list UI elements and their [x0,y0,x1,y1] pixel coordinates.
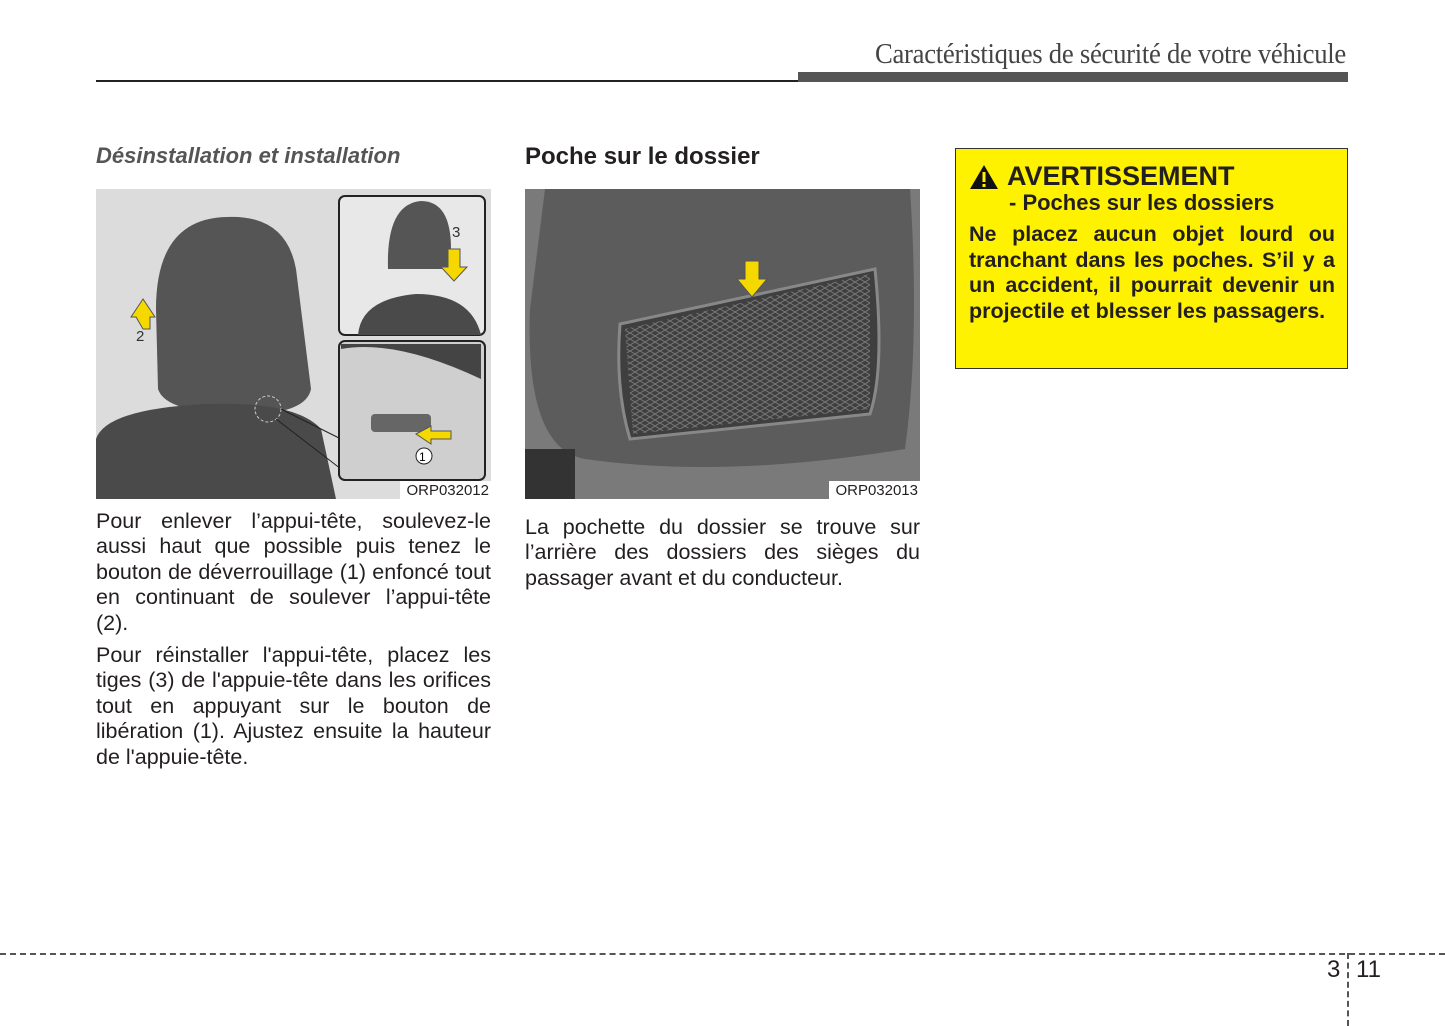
label-2: 2 [136,328,145,345]
section-number: 3 [1327,956,1341,983]
figure-code: ORP032012 [400,481,491,499]
headrest-illustration [96,189,491,499]
figure-code: ORP032013 [829,481,920,499]
seatback-pocket-illustration [525,189,920,499]
paragraph: Pour enlever l’appui-tête, soulevez-le aussi haut que possible puis tenez le bouton de déverrouillage (1) enfoncé tout en continuant de soulever l’appui-tête (2). [96,509,491,635]
paragraph: Pour réinstaller l'appui-tête, placez les tiges (3) de l'appuie-tête dans les orifices tout en appuyant sur le bouton de libération (1). Ajustez ensuite la hauteur de l'appuie-tête. [96,643,491,769]
seatback-pocket-figure [525,189,920,499]
paragraph: La pochette du dossier se trouve sur l’arrière des dossiers des sièges du passager avant et du conducteur. [525,515,920,590]
label-3: 3 [452,224,461,241]
section-title: Poche sur le dossier [525,143,760,170]
header-bar [798,72,1348,82]
header-rule [96,80,798,82]
warning-body: Ne placez aucun objet lourd ou tranchant dans les poches. S’il y a un accident, il pourrait devenir un projectile et blesser les passagers. [969,222,1335,323]
warning-subtitle: - Poches sur les dossiers [1009,190,1275,215]
footer-divider [1347,953,1349,1026]
section-subtitle: Désinstallation et installation [96,143,401,168]
label-1: 1 [419,450,426,464]
warning-title: AVERTISSEMENT [1007,161,1235,191]
pocket-description [525,515,920,598]
page-number: 11 [1356,956,1381,983]
headrest-instructions [96,509,491,777]
footer-rule [0,953,1445,955]
page-header-title: Caractéristiques de sécurité de votre véhicule [874,38,1346,70]
section-headrest-removal [96,143,491,169]
section-seatback-pocket [525,143,920,171]
warning-triangle-icon [969,164,999,190]
warning-box [955,148,1348,369]
headrest-figure [96,189,491,499]
